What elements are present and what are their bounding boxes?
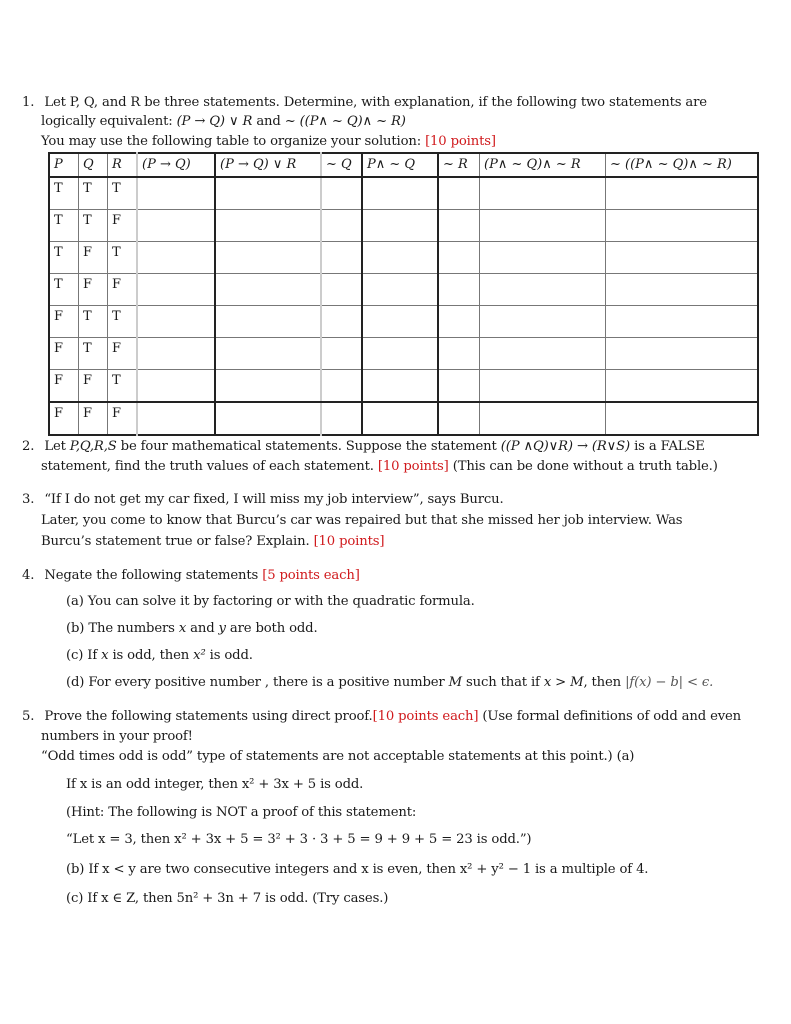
- cell-empty: [362, 242, 438, 274]
- cell-empty: [606, 306, 759, 338]
- header-p-implies-q: (P → Q): [137, 153, 215, 177]
- cell-empty: [137, 274, 215, 306]
- cell-p: F: [49, 338, 79, 370]
- cell-empty: [606, 177, 759, 210]
- cell-empty: [137, 370, 215, 403]
- q4-points: [5 points each]: [262, 568, 360, 583]
- cell-empty: [438, 242, 480, 274]
- q3-question: Burcu’s statement true or false? Explain.: [41, 534, 314, 549]
- cell-r: F: [108, 274, 138, 306]
- cell-empty: [137, 177, 215, 210]
- cell-empty: [215, 402, 321, 435]
- cell-r: F: [108, 402, 138, 435]
- table-row: [49, 274, 758, 306]
- q2-expression: ((P ∧Q)∨R) → (R∨S): [500, 439, 631, 454]
- cell-empty: [321, 402, 362, 435]
- cell-empty: [137, 210, 215, 242]
- q4-part-a: [66, 593, 475, 611]
- cell-empty: [606, 338, 759, 370]
- q1-line2-prefix: logically equivalent:: [41, 114, 177, 129]
- q1-number: 1.: [22, 95, 35, 110]
- q1-expression-1: (P → Q) ∨ R: [176, 114, 253, 129]
- q5-text-c: numbers in your proof!: [41, 729, 193, 744]
- cell-empty: [137, 242, 215, 274]
- q2-number: 2.: [22, 439, 35, 454]
- q5-a-text: If x is an odd integer, then x² + 3x + 5 is odd.: [66, 777, 364, 792]
- table-row: [49, 177, 758, 210]
- q4-line1: [22, 567, 360, 585]
- cell-empty: [321, 242, 362, 274]
- truth-table-header: [49, 153, 758, 177]
- cell-empty: [438, 306, 480, 338]
- q5-part-c: [66, 890, 388, 908]
- cell-r: T: [108, 242, 138, 274]
- header-p-implies-q-or-r: (P → Q) ∨ R: [215, 153, 321, 177]
- cell-empty: [321, 306, 362, 338]
- cell-empty: [606, 402, 759, 435]
- q1-points: [10 points]: [425, 134, 496, 149]
- q2-line2: [41, 458, 718, 476]
- q5-text-a: Prove the following statements using direct proof.: [44, 709, 373, 724]
- cell-empty: [438, 402, 480, 435]
- cell-empty: [137, 306, 215, 338]
- q5-points: [10 points each]: [372, 709, 479, 724]
- q3-text: Later, you come to know that Burcu’s car was repaired but that she missed her job interview. Was: [41, 513, 683, 528]
- table-row: [49, 402, 758, 435]
- cell-empty: [438, 210, 480, 242]
- table-row: [49, 210, 758, 242]
- cell-p: F: [49, 402, 79, 435]
- q3-number: 3.: [22, 492, 35, 507]
- q1-line1: [22, 94, 707, 112]
- cell-r: T: [108, 370, 138, 403]
- cell-q: T: [79, 177, 108, 210]
- table-row: [49, 242, 758, 274]
- cell-empty: [606, 274, 759, 306]
- cell-empty: [362, 306, 438, 338]
- cell-p: T: [49, 274, 79, 306]
- q3-line3: [41, 533, 384, 551]
- q5-line2: [41, 728, 193, 746]
- cell-q: F: [79, 402, 108, 435]
- q4-part-c: [66, 647, 253, 665]
- cell-empty: [321, 338, 362, 370]
- q5-hint-1: [66, 804, 416, 822]
- cell-q: T: [79, 338, 108, 370]
- q5-c-text: (c) If x ∈ Z, then 5n² + 3n + 7 is odd. (Try cases.): [66, 891, 389, 906]
- cell-empty: [362, 177, 438, 210]
- q4-b-x: x: [178, 621, 187, 636]
- table-row: [49, 338, 758, 370]
- q1-line2: [41, 113, 406, 131]
- q4-d-condition: x > M: [543, 675, 584, 690]
- header-not-r: ~ R: [438, 153, 480, 177]
- cell-empty: [480, 242, 606, 274]
- cell-empty: [480, 306, 606, 338]
- cell-p: T: [49, 210, 79, 242]
- cell-q: F: [79, 370, 108, 403]
- q4-d-m: M: [448, 675, 462, 690]
- q4-c-text-1: (c) If: [66, 648, 102, 663]
- cell-empty: [215, 338, 321, 370]
- header-p-and-not-q: P∧ ~ Q: [362, 153, 438, 177]
- q5-hint-text-1: (Hint: The following is NOT a proof of this statement:: [66, 805, 417, 820]
- q3-quote: “If I do not get my car fixed, I will miss my job interview”, says Burcu.: [44, 492, 504, 507]
- q4-b-text-2: and: [186, 621, 219, 636]
- q4-c-x: x: [101, 648, 109, 663]
- cell-empty: [321, 370, 362, 403]
- q4-d-text-2: such that if: [461, 675, 544, 690]
- q3-line2: [41, 512, 682, 530]
- table-row: [49, 306, 758, 338]
- q4-a-text: (a) You can solve it by factoring or with the quadratic formula.: [66, 594, 475, 609]
- cell-empty: [438, 274, 480, 306]
- q2-text-c: is a FALSE: [630, 439, 705, 454]
- header-r: R: [108, 153, 138, 177]
- cell-empty: [362, 370, 438, 403]
- header-not-q: ~ Q: [321, 153, 362, 177]
- q5-b-text: (b) If x < y are two consecutive integers and x is even, then x² + y² − 1 is a multiple of 4.: [66, 862, 649, 877]
- q2-line1: [22, 438, 705, 456]
- cell-empty: [137, 338, 215, 370]
- q3-points: [10 points]: [313, 534, 385, 549]
- cell-p: F: [49, 306, 79, 338]
- q4-c-x-squared: x²: [193, 648, 206, 663]
- cell-r: F: [108, 338, 138, 370]
- cell-empty: [321, 274, 362, 306]
- cell-empty: [321, 177, 362, 210]
- cell-p: T: [49, 177, 79, 210]
- header-p-and-not-q-and-not-r: (P∧ ~ Q)∧ ~ R: [480, 153, 606, 177]
- q5-hint-text-2: “Let x = 3, then x² + 3x + 5 = 3² + 3 · 3 + 5 = 9 + 9 + 5 = 23 is odd.”): [66, 832, 532, 847]
- cell-empty: [215, 274, 321, 306]
- cell-empty: [362, 274, 438, 306]
- cell-q: T: [79, 306, 108, 338]
- q1-table-instruction: You may use the following table to organize your solution:: [41, 134, 426, 149]
- cell-empty: [480, 210, 606, 242]
- cell-empty: [215, 242, 321, 274]
- q5-part-b: [66, 861, 648, 879]
- cell-q: F: [79, 242, 108, 274]
- q2-variables: P,Q,R,S: [69, 439, 117, 454]
- cell-empty: [606, 210, 759, 242]
- q1-text: Let P, Q, and R be three statements. Determine, with explanation, if the following two statements are: [44, 95, 707, 110]
- cell-empty: [215, 306, 321, 338]
- q4-d-expression: |f(x) − b| < ϵ.: [625, 675, 714, 690]
- cell-empty: [215, 210, 321, 242]
- q2-text-e: (This can be done without a truth table.): [448, 459, 718, 474]
- header-negation-full: ~ ((P∧ ~ Q)∧ ~ R): [606, 153, 759, 177]
- header-q: Q: [79, 153, 108, 177]
- q2-text-a: Let: [44, 439, 70, 454]
- q5-hint-2: [66, 831, 531, 849]
- cell-r: F: [108, 210, 138, 242]
- q1-and: and: [252, 114, 285, 129]
- q1-line3: [41, 133, 496, 151]
- cell-empty: [480, 177, 606, 210]
- cell-empty: [438, 338, 480, 370]
- cell-r: T: [108, 306, 138, 338]
- cell-p: F: [49, 370, 79, 403]
- q1-expression-2: ~ ((P∧ ~ Q)∧ ~ R): [284, 114, 406, 129]
- cell-empty: [362, 338, 438, 370]
- q4-number: 4.: [22, 568, 35, 583]
- q2-points: [10 points]: [377, 459, 449, 474]
- cell-empty: [480, 274, 606, 306]
- q4-b-y: y: [218, 621, 226, 636]
- q5-number: 5.: [22, 709, 35, 724]
- q5-line3: [41, 748, 634, 766]
- table-row: [49, 370, 758, 403]
- cell-empty: [480, 370, 606, 403]
- q4-d-text-1: (d) For every positive number , there is a positive number: [66, 675, 449, 690]
- cell-q: F: [79, 274, 108, 306]
- cell-q: T: [79, 210, 108, 242]
- q5-part-a: [66, 776, 363, 794]
- cell-empty: [362, 210, 438, 242]
- q4-part-b: [66, 620, 318, 638]
- q4-part-d: [66, 674, 713, 692]
- cell-empty: [438, 177, 480, 210]
- q4-b-text-1: (b) The numbers: [66, 621, 179, 636]
- q5-line1: [22, 708, 741, 726]
- q4-text: Negate the following statements: [44, 568, 263, 583]
- q5-text-b: (Use formal definitions of odd and even: [478, 709, 742, 724]
- cell-empty: [606, 242, 759, 274]
- cell-empty: [215, 370, 321, 403]
- truth-table: [48, 152, 759, 436]
- cell-empty: [480, 402, 606, 435]
- cell-empty: [480, 338, 606, 370]
- q4-c-text-3: is odd.: [205, 648, 253, 663]
- q4-c-text-2: is odd, then: [108, 648, 194, 663]
- q2-text-b: be four mathematical statements. Suppose the statement: [116, 439, 501, 454]
- q3-line1: [22, 491, 504, 509]
- header-p: P: [49, 153, 79, 177]
- q4-b-text-3: are both odd.: [225, 621, 318, 636]
- cell-empty: [362, 402, 438, 435]
- cell-r: T: [108, 177, 138, 210]
- cell-empty: [438, 370, 480, 403]
- cell-empty: [215, 177, 321, 210]
- q2-text-d: statement, find the truth values of each statement.: [41, 459, 378, 474]
- cell-p: T: [49, 242, 79, 274]
- cell-empty: [321, 210, 362, 242]
- cell-empty: [606, 370, 759, 403]
- q5-text-d: “Odd times odd is odd” type of statements are not acceptable statements at this point.) (a): [41, 749, 635, 764]
- cell-empty: [137, 402, 215, 435]
- q4-d-text-3: , then: [583, 675, 626, 690]
